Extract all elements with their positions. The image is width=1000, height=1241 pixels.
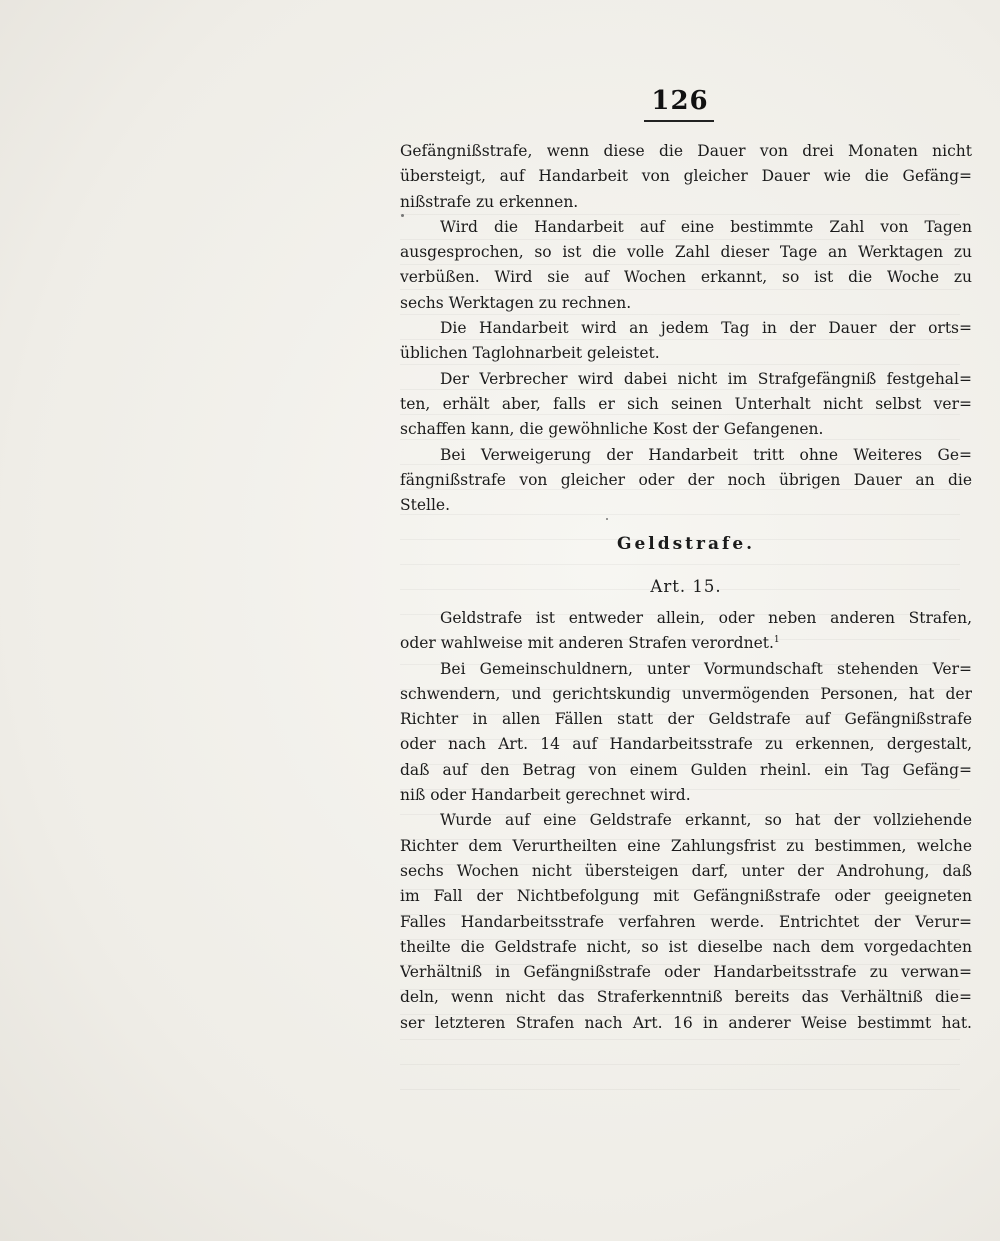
text-line: sechs Werktagen zu rechnen. [400, 293, 632, 312]
page-number: 126 [651, 86, 709, 116]
footnote-marker: 1 [773, 635, 780, 646]
text-line: ausgesprochen, so ist die volle Zahl dieser Tage an Werktagen zu [400, 243, 972, 262]
text-line: Falles Handarbeitsstrafe verfahren werde. Entrichtet der Verur= [400, 912, 972, 931]
text-line: Bei Gemeinschuldnern, unter Vormundschaft stehenden Ver= [440, 659, 972, 678]
section-one-text [400, 139, 972, 518]
text-line: Gefängnißstrafe, wenn diese die Dauer von drei Monaten nicht [400, 142, 972, 160]
text-line: nißstrafe zu erkennen. [400, 192, 579, 211]
text-line: schwendern, und gerichtskundig unvermögenden Personen, hat der [400, 684, 972, 703]
text-line: Wird die Handarbeit auf eine bestimmte Zahl von Tagen [440, 217, 972, 236]
text-line [400, 631, 972, 656]
text-line: Geldstrafe ist entweder allein, oder neben anderen Strafen, [440, 609, 972, 627]
text-line: schaffen kann, die gewöhnliche Kost der Gefangenen. [400, 420, 824, 439]
text-line: Der Verbrecher wird dabei nicht im Strafgefängniß festgehal= [440, 369, 972, 388]
text-line: oder nach Art. 14 auf Handarbeitsstrafe zu erkennen, dergestalt, [400, 735, 972, 754]
text-line: theilte die Geldstrafe nicht, so ist dieselbe nach dem vorgedachten [400, 937, 972, 956]
text-line: fängnißstrafe von gleicher oder der noch übrigen Dauer an die [400, 470, 972, 489]
article-heading: Art. 15. [650, 577, 722, 596]
text-line: verbüßen. Wird sie auf Wochen erkannt, so ist die Woche zu [400, 268, 972, 287]
ink-speck [606, 518, 608, 520]
text-line: daß auf den Betrag von einem Gulden rheinl. ein Tag Gefäng= [400, 760, 972, 779]
text-line: Die Handarbeit wird an jedem Tag in der Dauer der orts= [440, 319, 972, 338]
section-heading: Geldstrafe. [616, 534, 756, 554]
text-line: Wurde auf eine Geldstrafe erkannt, so hat der vollziehende [440, 811, 972, 830]
text-line: im Fall der Nichtbefolgung mit Gefängnißstrafe oder geeigneten [400, 887, 972, 906]
text-line: übersteigt, auf Handarbeit von gleicher Dauer wie die Gefäng= [400, 167, 972, 186]
text-line: Richter dem Verurtheilten eine Zahlungsfrist zu bestimmen, welche [400, 836, 972, 855]
text-line: ser letzteren Strafen nach Art. 16 in anderer Weise bestimmt hat. [400, 1013, 972, 1032]
text-line: deln, wenn nicht das Straferkenntniß bereits das Verhältniß die= [400, 988, 972, 1007]
text-line: Verhältniß in Gefängnißstrafe oder Handarbeitsstrafe zu verwan= [400, 963, 972, 982]
text-line: niß oder Handarbeit gerechnet wird. [400, 786, 691, 805]
text-line-content: oder wahlweise mit anderen Strafen verordnet. [400, 634, 774, 653]
text-line: Richter in allen Fällen statt der Geldstrafe auf Gefängnißstrafe [400, 710, 972, 729]
text-line: ten, erhält aber, falls er sich seinen Unterhalt nicht selbst ver= [400, 394, 972, 413]
ink-speck [401, 214, 404, 217]
text-line: Stelle. [400, 496, 451, 515]
header-rule [644, 120, 714, 122]
section-two-text [400, 606, 972, 1036]
text-line: Bei Verweigerung der Handarbeit tritt ohne Weiteres Ge= [440, 445, 972, 464]
text-line: sechs Wochen nicht übersteigen darf, unter der Androhung, daß [400, 861, 972, 880]
text-line: üblichen Taglohnarbeit geleistet. [400, 344, 660, 363]
